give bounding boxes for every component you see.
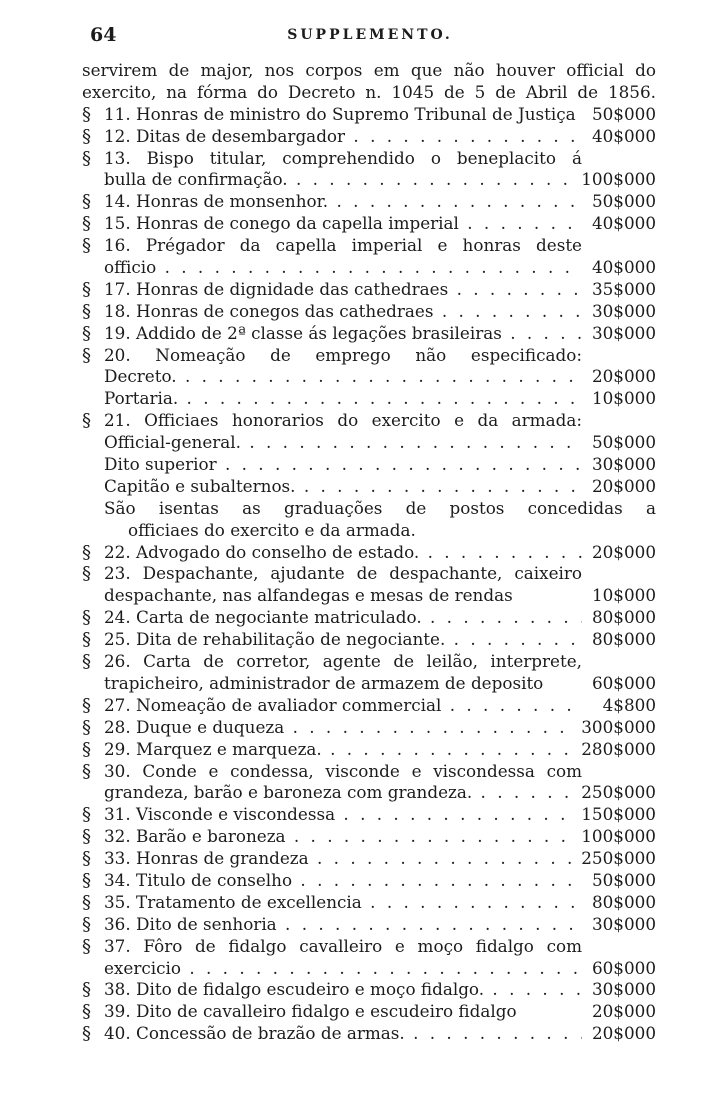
section-sign: § xyxy=(82,541,91,563)
page-header xyxy=(90,24,650,54)
entry-fee: 60$000 xyxy=(591,957,656,978)
entry-description: 33. Honras de grandeza . . . xyxy=(104,848,575,870)
section-sign: § xyxy=(82,629,91,651)
section-sign: § xyxy=(82,1001,91,1023)
section-sign: § xyxy=(82,826,91,848)
entry-description: 17. Honras de dignidade das cathedraes . . . xyxy=(104,279,582,301)
entry-fee: 50$000 xyxy=(591,869,656,890)
entry-fee: 50$000 xyxy=(591,191,656,212)
entry-fee: 30$000 xyxy=(591,300,656,321)
section-sign: § xyxy=(82,848,91,870)
entry-description: Official-general. . . . xyxy=(104,432,582,454)
entry-fee: 20$000 xyxy=(591,1023,656,1044)
running-title: SUPPLEMENTO. xyxy=(287,27,453,43)
text-line-content: exercito, na fórma do Decreto n. 1045 de 5 de Abril de 1856. xyxy=(82,81,656,102)
text-line xyxy=(82,60,656,82)
entry-description: Decreto. . . . xyxy=(104,366,582,388)
entry-description: 11. Honras de ministro do Supremo Tribunal de Justiça . . . xyxy=(104,104,582,126)
section-sign: § xyxy=(82,804,91,826)
fee-entry xyxy=(82,914,656,936)
entry-description: Capitão e subalternos. . . . xyxy=(104,476,582,498)
fee-entry xyxy=(82,848,656,870)
section-sign: § xyxy=(82,913,91,935)
text-line-content: São isentas as graduações de postos concedidas a xyxy=(104,497,656,518)
section-sign: § xyxy=(82,278,91,300)
fee-entry xyxy=(82,213,656,235)
entry-fee: 60$000 xyxy=(591,672,656,693)
fee-entry xyxy=(82,476,656,498)
entry-description: Portaria. . . . xyxy=(104,388,582,410)
fee-entry xyxy=(82,1001,656,1023)
fee-entry xyxy=(82,454,656,476)
entry-fee: 250$000 xyxy=(581,848,656,869)
fee-entry xyxy=(82,191,656,213)
entry-description: bulla de confirmação. . . . xyxy=(104,169,575,191)
section-sign: § xyxy=(82,760,91,782)
entry-fee: 20$000 xyxy=(591,475,656,496)
entry-fee: 20$000 xyxy=(591,541,656,562)
entry-description: 38. Dito de fidalgo escudeiro e moço fidalgo. . . . xyxy=(104,979,582,1001)
entry-description: 31. Visconde e viscondessa . . . xyxy=(104,804,575,826)
entry-fee: 20$000 xyxy=(591,366,656,387)
fee-entry xyxy=(82,826,656,848)
text-line-content: servirem de major, nos corpos em que não houver official do xyxy=(82,60,656,80)
fee-entry xyxy=(82,148,656,170)
text-line xyxy=(82,520,656,542)
entry-fee: 150$000 xyxy=(581,804,656,825)
fee-entry xyxy=(82,235,656,257)
section-sign: § xyxy=(82,125,91,147)
entry-fee: 80$000 xyxy=(591,891,656,912)
section-sign: § xyxy=(82,410,91,432)
fee-entry xyxy=(82,958,656,980)
entry-fee: 80$000 xyxy=(591,629,656,650)
entry-description: 37. Fôro de fidalgo cavalleiro e moço fidalgo com xyxy=(104,935,582,956)
fee-entry xyxy=(82,432,656,454)
entry-fee: 50$000 xyxy=(591,432,656,453)
section-sign: § xyxy=(82,716,91,738)
entry-fee: 280$000 xyxy=(581,738,656,759)
fee-entry xyxy=(82,345,656,367)
fee-entry xyxy=(82,301,656,323)
section-sign: § xyxy=(82,563,91,585)
entry-fee: 35$000 xyxy=(591,278,656,299)
entry-description: 36. Dito de senhoria . . . xyxy=(104,914,582,936)
entry-fee: 100$000 xyxy=(581,169,656,190)
fee-entry xyxy=(82,607,656,629)
section-sign: § xyxy=(82,213,91,235)
fee-entry xyxy=(82,761,656,783)
section-sign: § xyxy=(82,607,91,629)
entry-description: exercicio . . . xyxy=(104,958,582,980)
section-sign: § xyxy=(82,935,91,957)
fee-entry xyxy=(82,323,656,345)
entry-description: 30. Conde e condessa, visconde e viscondessa com xyxy=(104,760,582,781)
entry-description: 34. Titulo de conselho . . . xyxy=(104,870,582,892)
entry-description: 18. Honras de conegos das cathedraes . . . xyxy=(104,301,582,323)
page-number: 64 xyxy=(90,24,117,46)
entry-description: 21. Officiaes honorarios do exercito e da armada: xyxy=(104,410,582,431)
fee-entry xyxy=(82,892,656,914)
fee-entry xyxy=(82,673,656,695)
entry-description: 40. Concessão de brazão de armas. . . . xyxy=(104,1023,582,1045)
entry-fee: 40$000 xyxy=(591,213,656,234)
fee-entry xyxy=(82,279,656,301)
entry-fee: 4$800 xyxy=(602,694,656,715)
entry-fee: 250$000 xyxy=(581,782,656,803)
entry-description: grandeza, barão e baroneza com grandeza. . . . xyxy=(104,782,575,804)
section-sign: § xyxy=(82,191,91,213)
section-sign: § xyxy=(82,147,91,169)
fee-entry xyxy=(82,104,656,126)
entry-description: 20. Nomeação de emprego não especificado: xyxy=(104,344,582,365)
fee-entry xyxy=(82,410,656,432)
fee-entry xyxy=(82,563,656,585)
section-sign: § xyxy=(82,1023,91,1045)
entry-fee: 10$000 xyxy=(591,388,656,409)
fee-entry xyxy=(82,629,656,651)
entry-description: trapicheiro, administrador de armazem de deposito xyxy=(104,672,544,693)
entry-description: 28. Duque e duqueza . . . xyxy=(104,717,575,739)
entry-description: 25. Dita de rehabilitação de negociante. . . . xyxy=(104,629,582,651)
entry-description: 24. Carta de negociante matriculado. . . . xyxy=(104,607,582,629)
fee-entry xyxy=(82,870,656,892)
section-sign: § xyxy=(82,869,91,891)
fee-entry xyxy=(82,126,656,148)
section-sign: § xyxy=(82,235,91,257)
fee-entry xyxy=(82,695,656,717)
fee-entry xyxy=(82,169,656,191)
entry-description: 12. Ditas de desembargador . . . xyxy=(104,126,582,148)
entry-fee: 40$000 xyxy=(591,125,656,146)
section-sign: § xyxy=(82,344,91,366)
section-sign: § xyxy=(82,322,91,344)
fee-entry xyxy=(82,717,656,739)
entry-description: 19. Addido de 2ª classe ás legações brasileiras . . . xyxy=(104,323,582,345)
text-line xyxy=(82,82,656,104)
section-sign: § xyxy=(82,103,91,125)
entry-description: officio . . . xyxy=(104,257,582,279)
text-line xyxy=(82,498,656,520)
fee-entry xyxy=(82,804,656,826)
section-sign: § xyxy=(82,694,91,716)
entry-description: 35. Tratamento de excellencia . . . xyxy=(104,892,582,914)
entry-fee: 50$000 xyxy=(591,103,656,124)
fee-entry xyxy=(82,651,656,673)
fee-entry xyxy=(82,388,656,410)
fee-entry xyxy=(82,979,656,1001)
entry-fee: 30$000 xyxy=(591,979,656,1000)
entry-description: 26. Carta de corretor, agente de leilão, interprete, xyxy=(104,651,582,672)
entry-fee: 100$000 xyxy=(581,826,656,847)
entry-fee: 40$000 xyxy=(591,257,656,278)
entry-description: 15. Honras de conego da capella imperial . . . xyxy=(104,213,582,235)
fee-entry xyxy=(82,936,656,958)
entry-description: 23. Despachante, ajudante de despachante, caixeiro xyxy=(104,563,582,584)
entry-description: 32. Barão e baroneza . . . xyxy=(104,826,575,848)
entry-fee: 20$000 xyxy=(591,1001,656,1022)
entry-description: 16. Prégador da capella imperial e honras deste xyxy=(104,235,582,256)
fee-entry xyxy=(82,739,656,761)
entry-description: despachante, nas alfandegas e mesas de rendas xyxy=(104,585,513,606)
entry-description: 39. Dito de cavalleiro fidalgo e escudeiro fidalgo xyxy=(104,1001,517,1022)
fee-entry xyxy=(82,366,656,388)
section-sign: § xyxy=(82,979,91,1001)
section-sign: § xyxy=(82,300,91,322)
entry-fee: 30$000 xyxy=(591,322,656,343)
fee-entry xyxy=(82,257,656,279)
entry-fee: 300$000 xyxy=(581,716,656,737)
fee-entry xyxy=(82,542,656,564)
entry-fee: 30$000 xyxy=(591,454,656,475)
entry-description: 14. Honras de monsenhor. . . . xyxy=(104,191,582,213)
entry-description: 13. Bispo titular, comprehendido o beneplacito á xyxy=(104,147,582,168)
entry-description: 27. Nomeação de avaliador commercial . . . xyxy=(104,695,582,717)
entry-fee: 30$000 xyxy=(591,913,656,934)
section-sign: § xyxy=(82,738,91,760)
entry-fee: 80$000 xyxy=(591,607,656,628)
entry-description: 22. Advogado do conselho de estado. . . . xyxy=(104,542,582,564)
section-sign: § xyxy=(82,891,91,913)
fee-entry xyxy=(82,782,656,804)
text-line-content: officiaes do exercito e da armada. xyxy=(128,519,416,540)
entry-description: Dito superior . . . xyxy=(104,454,582,476)
entry-fee: 10$000 xyxy=(591,585,656,606)
section-sign: § xyxy=(82,651,91,673)
fee-schedule-text xyxy=(82,60,656,1045)
fee-entry xyxy=(82,1023,656,1045)
entry-description: 29. Marquez e marqueza. . . . xyxy=(104,739,575,761)
fee-entry xyxy=(82,585,656,607)
